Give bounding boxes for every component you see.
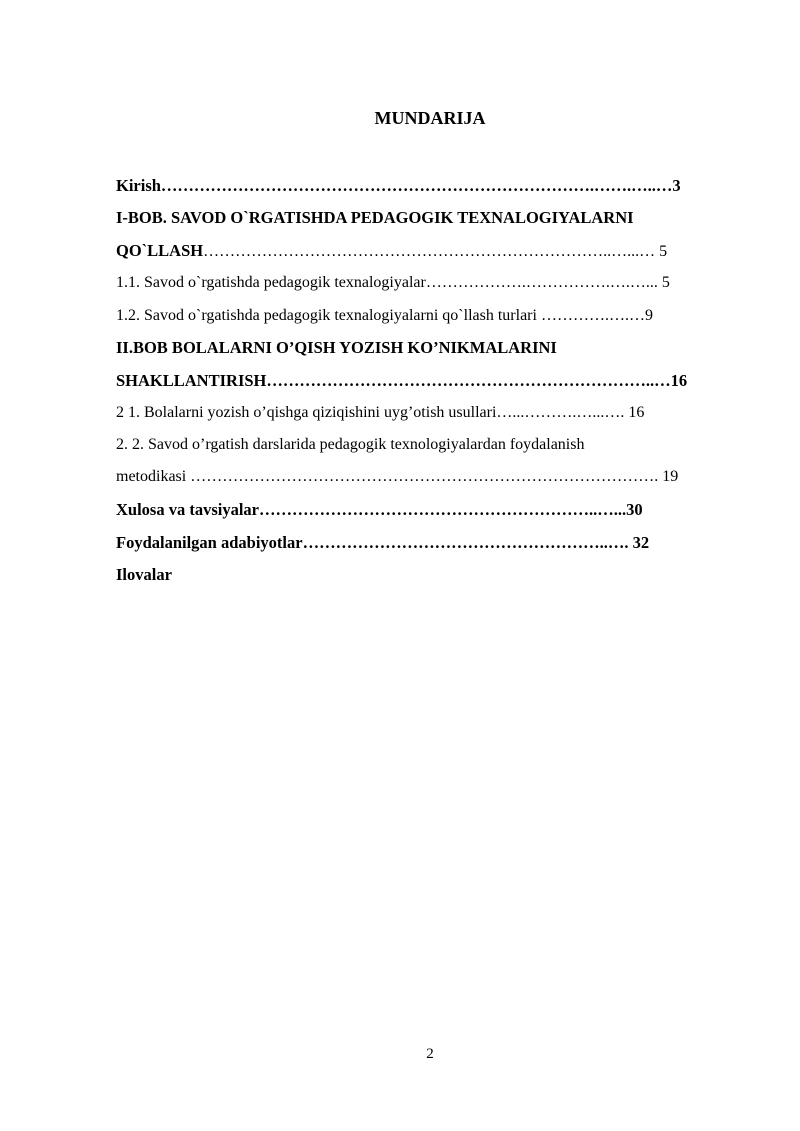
toc-title: MUNDARIJA [374,108,486,128]
toc-entry-chapter-2-line-2: SHAKLLANTIRISH……………………………………………………………..…16 [116,371,688,390]
toc-entry-1-2: 1.2. Savod o`rgatishda pedagogik texnalogiyalarni qo`llash turlari ………….….…9 [116,307,653,324]
toc-entry-xulosa: Xulosa va tavsiyalar……………………………………………………..…...30 [116,500,643,519]
toc-entry-2-2-line-2: metodikasi ……………………………………………………………………………. 19 [116,468,679,485]
toc-entry-kirish: Kirish…………………………………………………………………….…….…..…3 [116,176,681,195]
toc-entry-2-2-line-1: 2. 2. Savod o’rgatish darslarida pedagogik texnologiyalardan foydalanish [116,436,585,453]
toc-entry-chapter-2-line-1: II.BOB BOLALARNI O’QISH YOZISH KO’NIKMALARINI [116,338,557,357]
toc-entry-2-1: 2 1. Bolalarni yozish o’qishga qiziqishini uyg’otish usullari…...……….…...…. 16 [116,404,645,421]
toc-entry-chapter-1-line-2 [116,239,667,263]
toc-entry-chapter-1-heading-end: QO`LLASH [116,241,204,260]
toc-leader-dots: …………………………………………………………………..…...… 5 [203,243,668,260]
toc-entry-ilovalar: Ilovalar [116,565,172,584]
toc-entry-chapter-1-line-1: I-BOB. SAVOD O`RGATISHDA PEDAGOGIK TEXNALOGIYALARNI [116,208,634,227]
toc-entry-adabiyotlar: Foydalanilgan adabiyotlar………………………………………………..…. 32 [116,533,650,552]
page-number: 2 [426,1046,434,1062]
toc-entry-1-1: 1.1. Savod o`rgatishda pedagogik texnalogiyalar……………….…………….….…... 5 [116,274,670,291]
